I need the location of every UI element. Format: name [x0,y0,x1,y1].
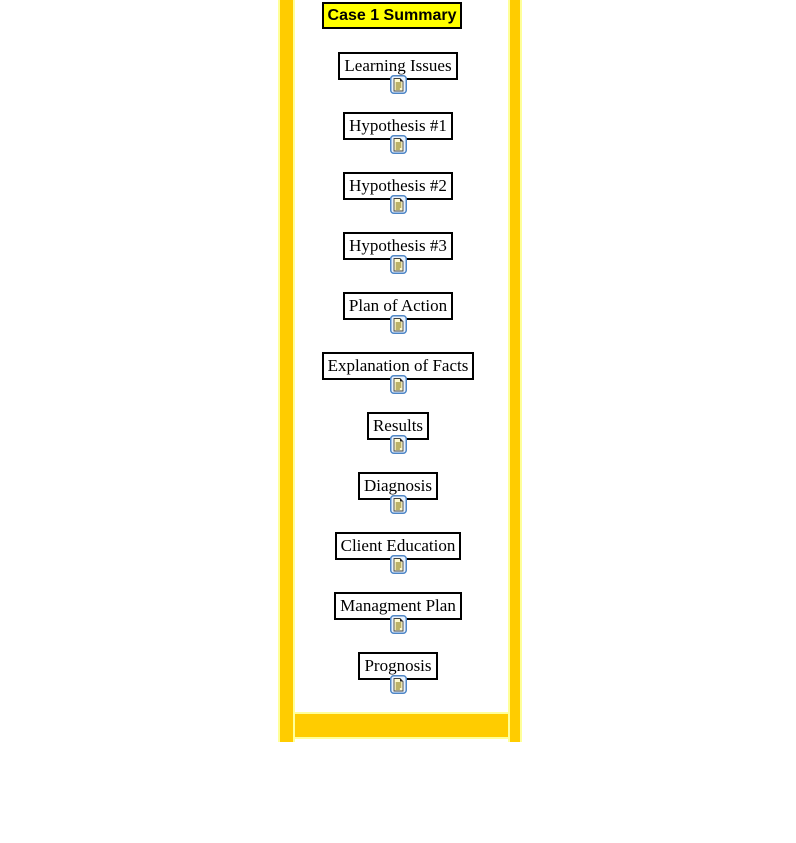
section-link[interactable]: Explanation of Facts [322,352,475,380]
right-gold-bar [508,0,522,742]
summary-list [288,52,508,712]
list-item [288,412,508,472]
list-item [288,232,508,292]
section-link[interactable]: Prognosis [358,652,437,680]
list-item [288,292,508,352]
list-item [288,652,508,712]
document-icon[interactable] [390,555,407,574]
section-link[interactable]: Results [367,412,429,440]
list-item [288,112,508,172]
section-link[interactable]: Hypothesis #2 [343,172,453,200]
section-link[interactable]: Diagnosis [358,472,438,500]
document-icon[interactable] [390,375,407,394]
list-item [288,172,508,232]
document-icon[interactable] [390,495,407,514]
page-title: Case 1 Summary [322,2,462,29]
document-icon[interactable] [390,195,407,214]
section-link[interactable]: Managment Plan [334,592,462,620]
section-link[interactable]: Hypothesis #3 [343,232,453,260]
list-item [288,592,508,652]
list-item [288,472,508,532]
document-icon[interactable] [390,435,407,454]
list-item [288,352,508,412]
list-item [288,532,508,592]
document-icon[interactable] [390,615,407,634]
document-icon[interactable] [390,675,407,694]
section-link[interactable]: Hypothesis #1 [343,112,453,140]
bottom-gold-bar [290,712,513,739]
document-icon[interactable] [390,315,407,334]
section-link[interactable]: Client Education [335,532,462,560]
section-link[interactable]: Learning Issues [338,52,457,80]
document-icon[interactable] [390,135,407,154]
section-link[interactable]: Plan of Action [343,292,453,320]
list-item [288,52,508,112]
document-icon[interactable] [390,255,407,274]
document-icon[interactable] [390,75,407,94]
